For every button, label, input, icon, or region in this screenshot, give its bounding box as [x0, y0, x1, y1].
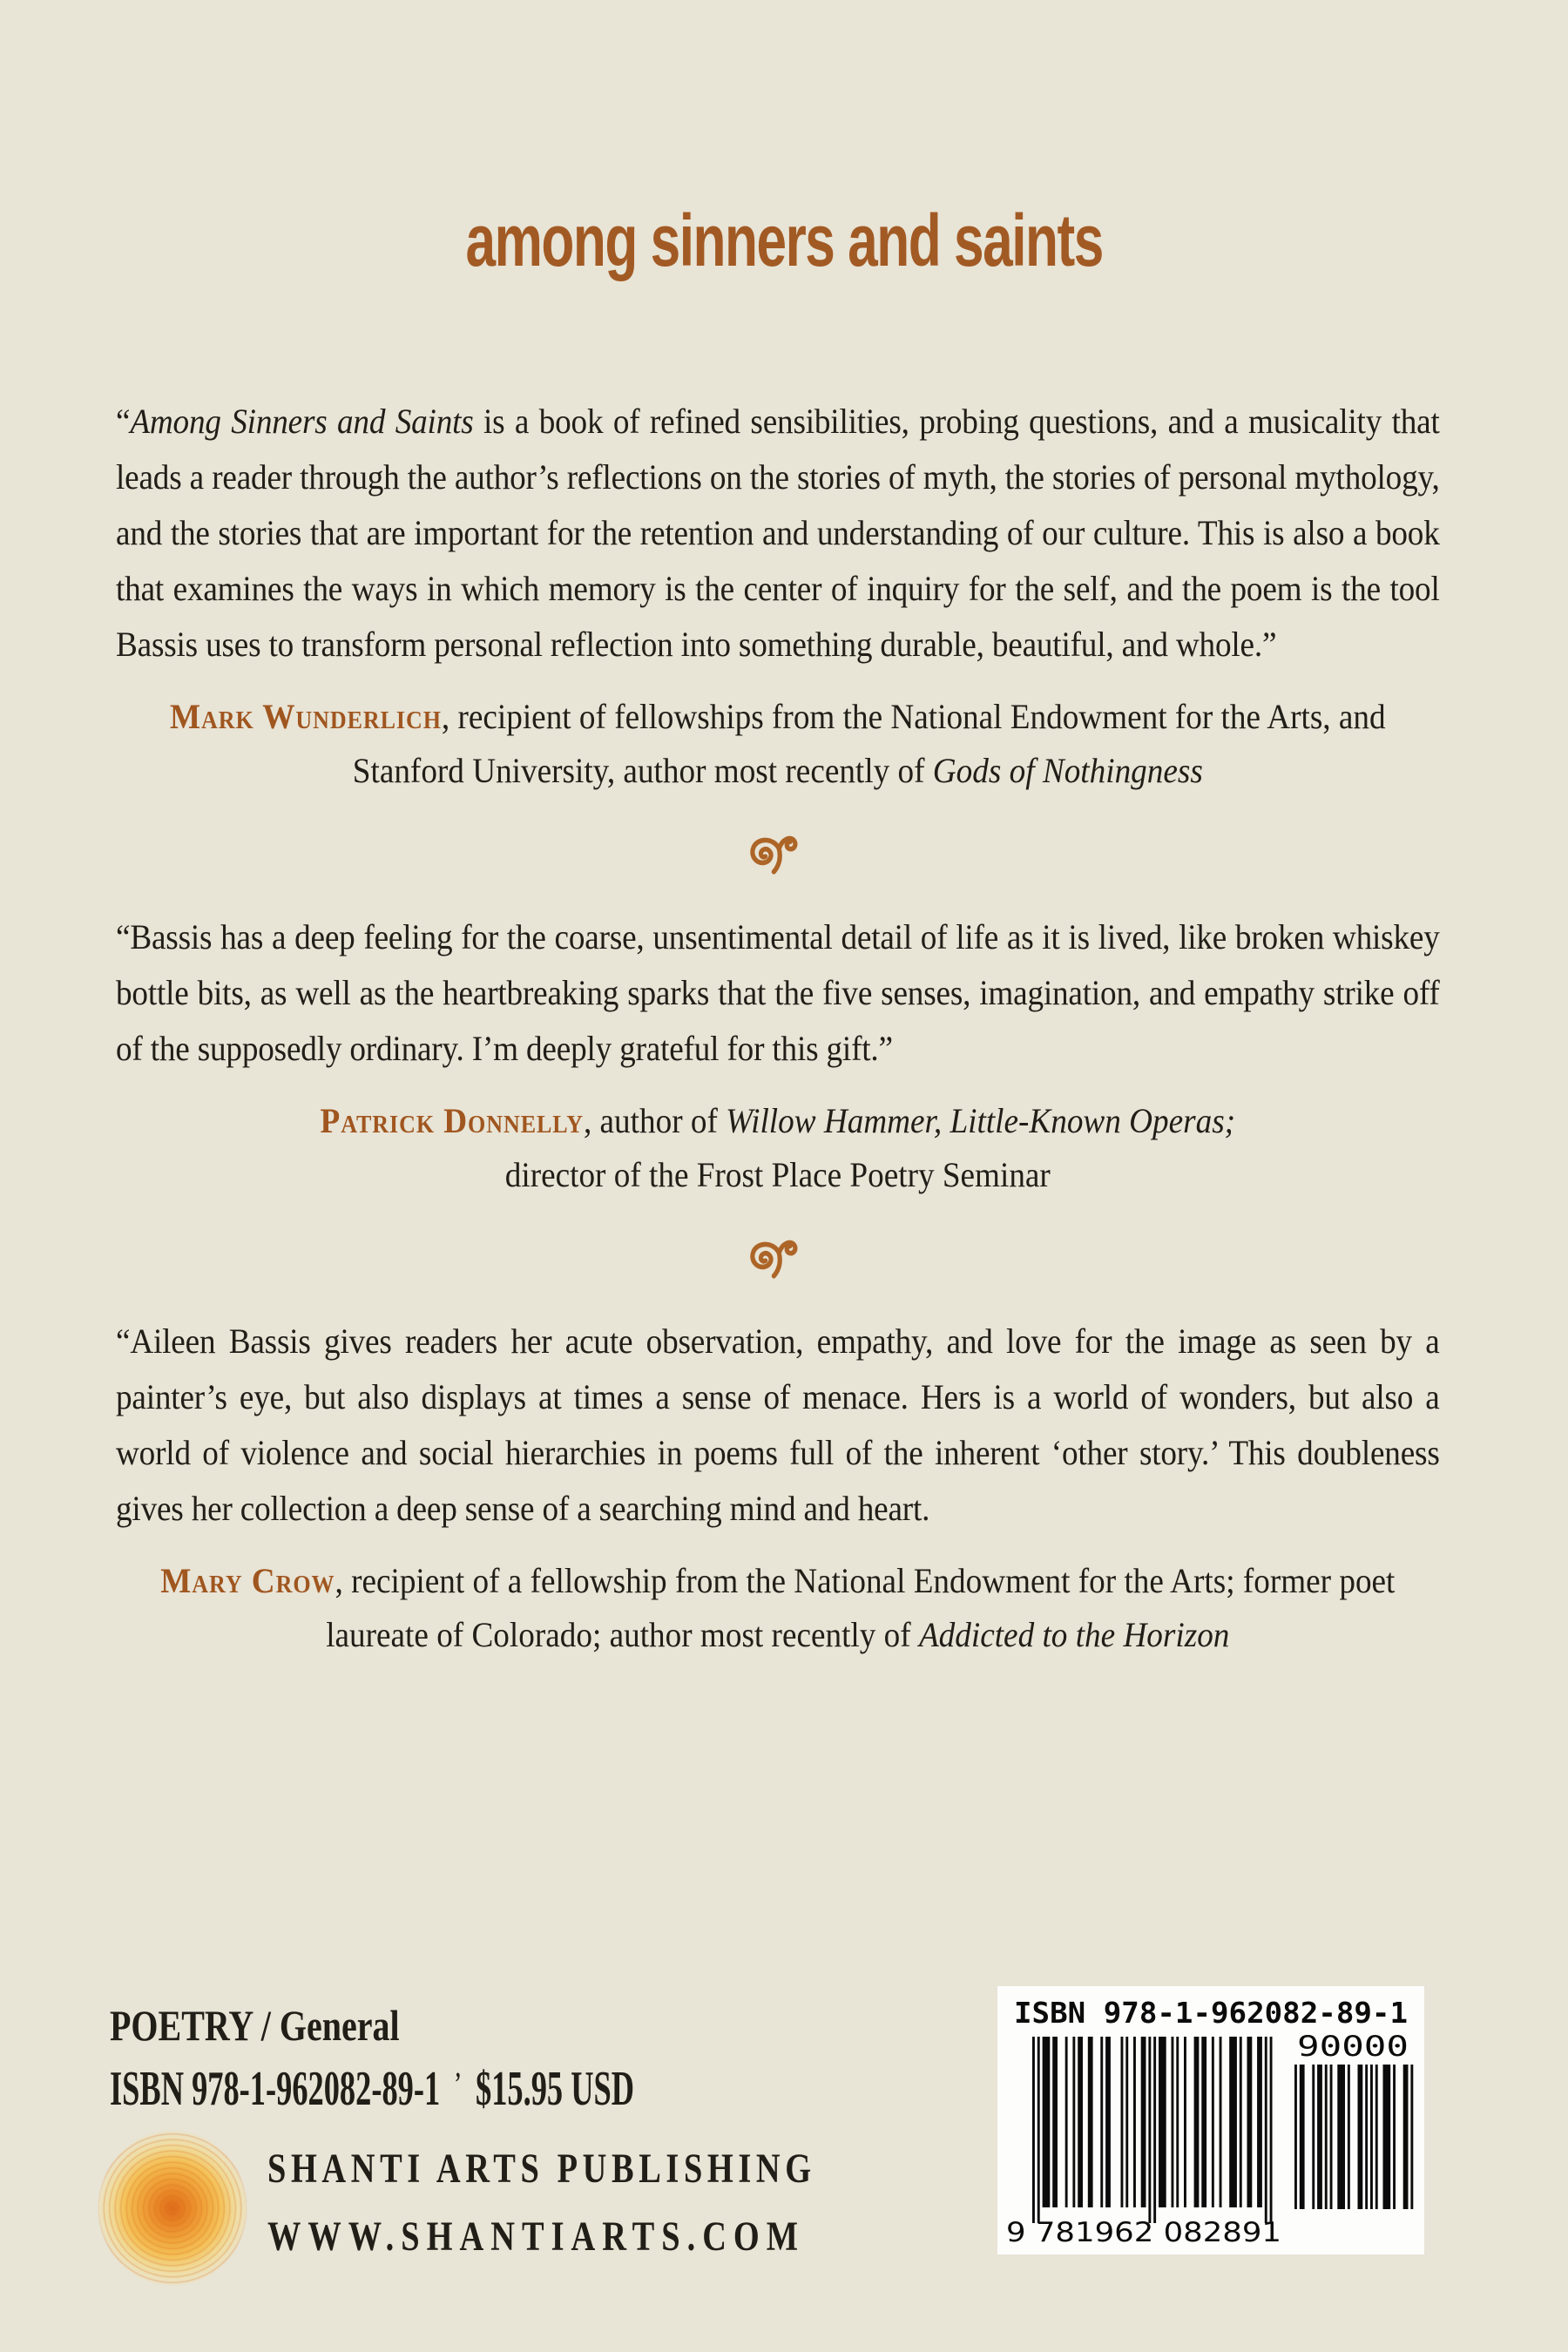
- section-divider: [116, 822, 1440, 885]
- blurb-text: “Bassis has a deep feeling for the coarse, unsentimental detail of life as it is lived, like broken whiskey bottle bits, as well as the heartbreaking sparks that the five senses, imagination, and empathy strike off of the supposedly ordinary. I’m deeply grateful for this gift.”: [116, 917, 1440, 1068]
- blurb-quote: [116, 909, 1440, 1077]
- swirl-flourish-icon: [743, 1227, 813, 1289]
- reviewer-name: Mark Wunderlich: [169, 697, 442, 736]
- blurb-quote: [116, 394, 1440, 672]
- blurbs-column: [116, 394, 1440, 1662]
- reviewer-credentials-after: director of the Frost Place Poetry Seminar: [504, 1155, 1051, 1194]
- blurb-text: “Aileen Bassis gives readers her acute observation, empathy, and love for the image as seen by a painter’s eye, but also displays at times a sense of menace. Hers is a world of wonders, but also a world of violence and social hierarchies in poems full of the inherent ‘other story.’ This doubleness gives her collection a deep sense of a searching mind and heart.: [116, 1321, 1440, 1528]
- reviewer-credentials: , recipient of fellowships from the National Endowment for the Arts, and Stanford University, author most recently of: [352, 697, 1386, 790]
- isbn-number: ISBN 978-1-962082-89-1: [110, 2062, 441, 2116]
- swirl-flourish-icon: [743, 822, 813, 885]
- blurb-open-quote: “: [116, 402, 131, 441]
- reviewer-credentials: , recipient of a fellowship from the National Endowment for the Arts; former poet laureate of Colorado; author most recently of: [326, 1561, 1396, 1654]
- blurb-quote: [116, 1314, 1440, 1537]
- publisher-website: WWW.SHANTIARTS.COM: [267, 2213, 806, 2260]
- genre-category-label: POETRY / General: [110, 2001, 400, 2050]
- reviewer-book-title: Willow Hammer, Little-Known Operas;: [726, 1101, 1236, 1140]
- reviewer-name: Mary Crow: [160, 1561, 335, 1600]
- barcode-isbn-text: ISBN 978-1-962082-89-1: [1014, 1996, 1408, 2030]
- section-divider: [116, 1227, 1440, 1289]
- price-label: $15.95 USD: [475, 2062, 635, 2116]
- shanti-arts-sun-logo-icon: [98, 2131, 247, 2286]
- reviewer-name: Patrick Donnelly: [320, 1101, 584, 1140]
- blurb-text: is a book of refined sensibilities, probing questions, and a musicality that leads a reader through the author’s reflections on the stories of myth, the stories of personal mythology, and the stories that are important for the retention and understanding of our culture. This is also a book that examines the ways in which memory is the center of inquiry for the self, and the poem is the tool Bassis uses to transform personal reflection into something durable, beautiful, and whole.”: [116, 402, 1440, 664]
- publisher-name: SHANTI ARTS PUBLISHING: [267, 2146, 816, 2192]
- ean13-barcode: [997, 1986, 1424, 2254]
- reviewer-credentials: , author of: [583, 1101, 727, 1140]
- barcode-number: 9 781962 082891: [1006, 2217, 1281, 2248]
- barcode-block: [997, 1986, 1424, 2259]
- blurb-attribution: [116, 690, 1440, 798]
- reviewer-book-title: Addicted to the Horizon: [918, 1615, 1230, 1654]
- separator-mark: ’: [455, 2067, 462, 2099]
- book-title: among sinners and saints: [465, 199, 1103, 281]
- blurb-attribution: [263, 1094, 1292, 1202]
- blurb-attribution: [116, 1554, 1440, 1662]
- blurb-italic-book-title: Among Sinners and Saints: [130, 402, 474, 441]
- isbn-price-line: [110, 2061, 634, 2117]
- barcode-addon-text: 90000: [1297, 2030, 1409, 2063]
- title-row: [0, 199, 1568, 283]
- reviewer-book-title: Gods of Nothingness: [932, 751, 1203, 790]
